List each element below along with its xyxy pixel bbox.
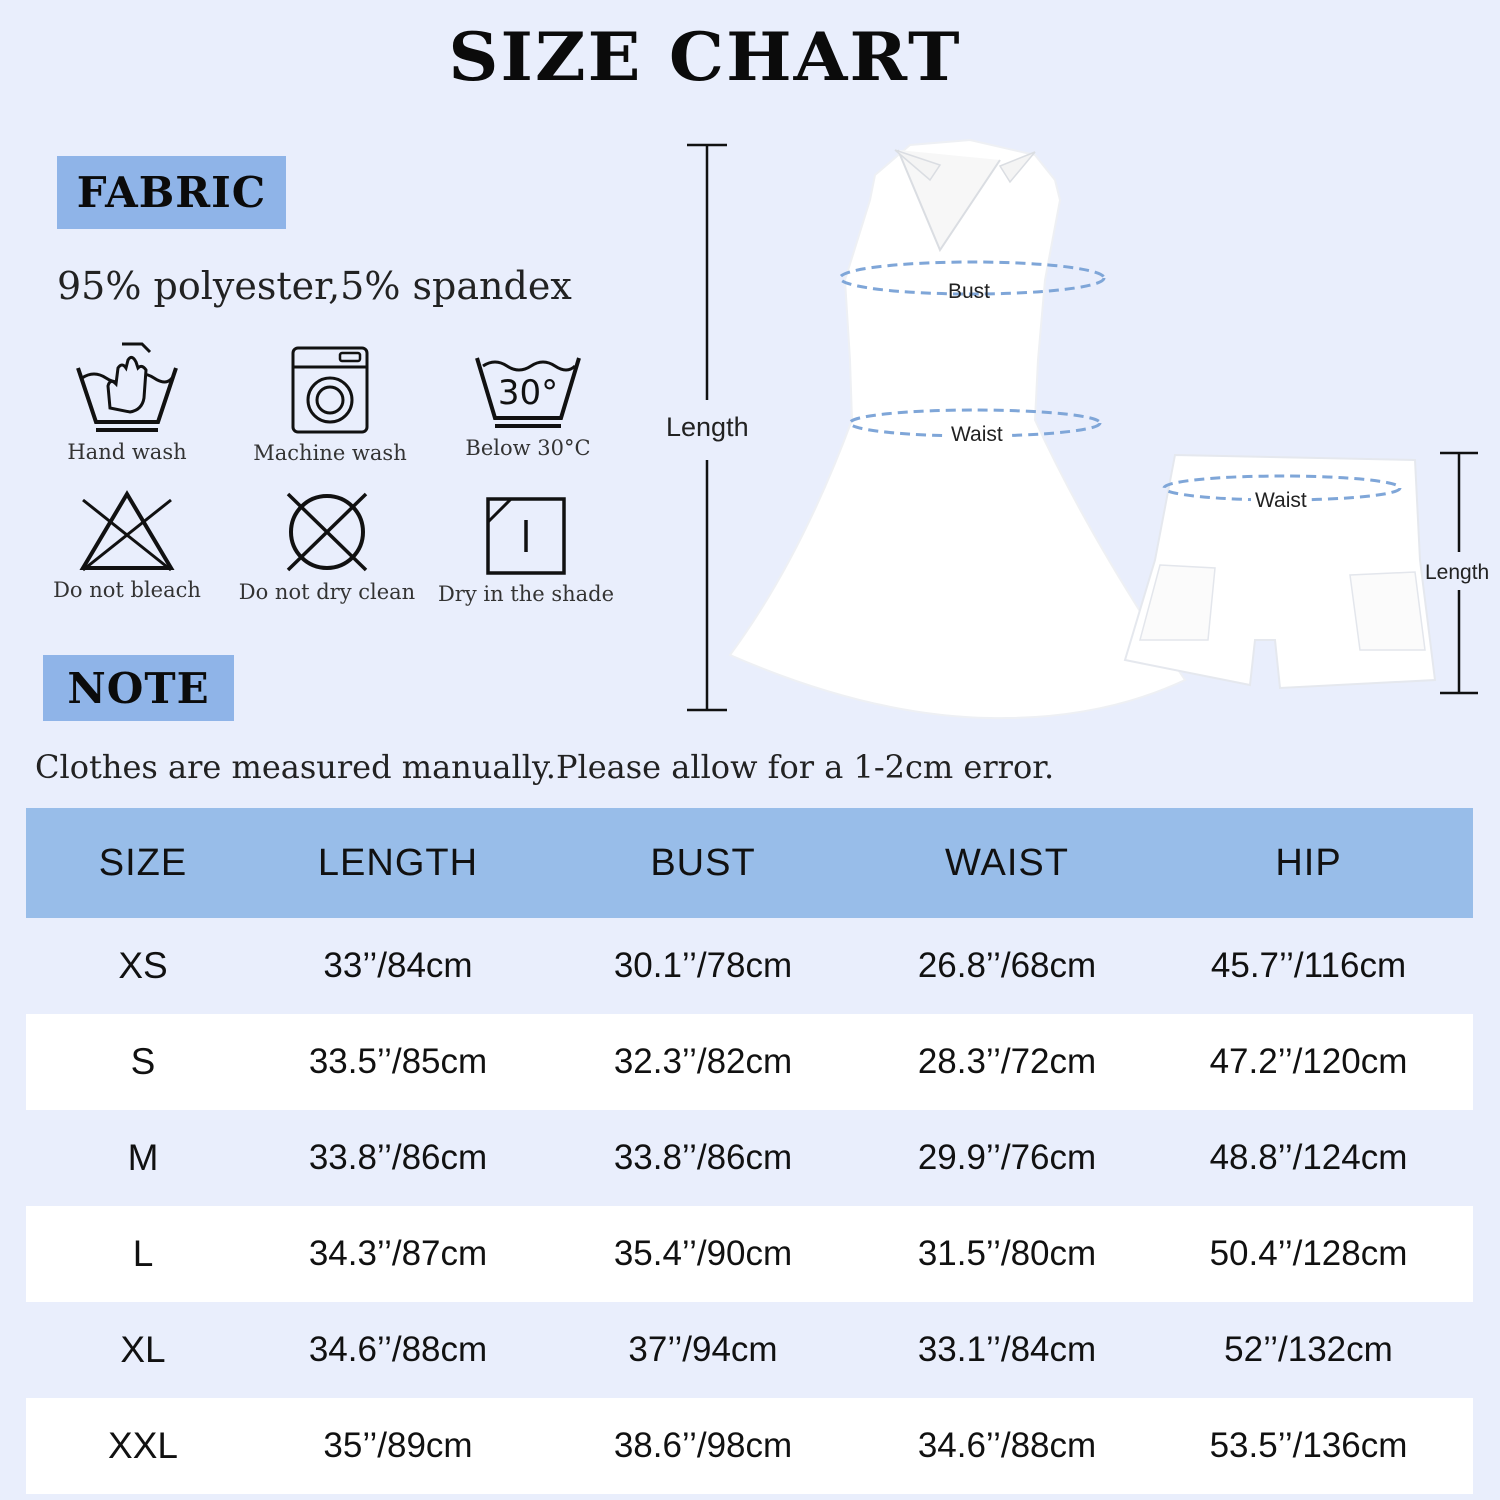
page-title: SIZE CHART <box>448 18 962 96</box>
header-hip: HIP <box>1144 808 1473 918</box>
fabric-composition: 95% polyester,5% spandex <box>57 264 572 308</box>
waist-cell: 34.6’’/88cm <box>870 1398 1144 1494</box>
care-machine-wash <box>240 345 420 465</box>
hip-cell: 47.2’’/120cm <box>1144 1014 1473 1110</box>
care-label: Do not bleach <box>53 578 201 602</box>
waist-cell: 33.1’’/84cm <box>870 1302 1144 1398</box>
note-text: Clothes are measured manually.Please allow for a 1-2cm error. <box>35 748 1055 786</box>
wash-temperature: 30° <box>497 373 559 413</box>
care-label: Dry in the shade <box>437 582 615 606</box>
waist-cell: 28.3’’/72cm <box>870 1014 1144 1110</box>
dry-shade-icon <box>485 496 567 576</box>
care-label: Hand wash <box>67 440 187 464</box>
table-row <box>26 1302 1473 1398</box>
hip-cell: 48.8’’/124cm <box>1144 1110 1473 1206</box>
waist-cell: 29.9’’/76cm <box>870 1110 1144 1206</box>
waist-cell: 31.5’’/80cm <box>870 1206 1144 1302</box>
hand-wash-icon <box>72 338 182 434</box>
table-row <box>26 1206 1473 1302</box>
no-bleach-icon <box>77 490 177 572</box>
care-label: Machine wash <box>253 441 407 465</box>
length-cell: 33.8’’/86cm <box>260 1110 536 1206</box>
table-header-row <box>26 808 1473 918</box>
bust-cell: 30.1’’/78cm <box>536 918 870 1014</box>
length-cell: 33’’/84cm <box>260 918 536 1014</box>
length-cell: 35’’/89cm <box>260 1398 536 1494</box>
size-cell: S <box>26 1014 260 1110</box>
size-cell: XXL <box>26 1398 260 1494</box>
size-table <box>26 808 1473 1494</box>
shorts-waist-label: Waist <box>1251 489 1311 513</box>
dress-length-label: Length <box>666 412 749 442</box>
table-row <box>26 918 1473 1014</box>
bust-label: Bust <box>948 280 991 303</box>
care-dry-shade <box>436 496 616 606</box>
length-cell: 34.3’’/87cm <box>260 1206 536 1302</box>
note-heading: NOTE <box>43 655 234 721</box>
shorts-length-label: Length <box>1425 561 1490 584</box>
bust-cell: 38.6’’/98cm <box>536 1398 870 1494</box>
bust-cell: 35.4’’/90cm <box>536 1206 870 1302</box>
hip-cell: 52’’/132cm <box>1144 1302 1473 1398</box>
care-no-dry-clean <box>237 490 417 604</box>
garment-diagram <box>640 120 1500 730</box>
care-hand-wash <box>37 338 217 464</box>
header-bust: BUST <box>536 808 870 918</box>
no-dry-clean-icon <box>282 490 372 574</box>
table-row <box>26 1110 1473 1206</box>
size-cell: XL <box>26 1302 260 1398</box>
header-length: LENGTH <box>260 808 536 918</box>
care-below-30 <box>438 350 618 460</box>
machine-wash-icon <box>290 345 370 435</box>
length-cell: 34.6’’/88cm <box>260 1302 536 1398</box>
fabric-heading: FABRIC <box>57 156 286 229</box>
size-cell: L <box>26 1206 260 1302</box>
waist-label: Waist <box>947 423 1007 447</box>
table-row <box>26 1398 1473 1494</box>
care-label: Below 30°C <box>465 436 591 460</box>
header-waist: WAIST <box>870 808 1144 918</box>
care-label: Do not dry clean <box>238 580 416 604</box>
header-size: SIZE <box>26 808 260 918</box>
hip-cell: 53.5’’/136cm <box>1144 1398 1473 1494</box>
bust-cell: 32.3’’/82cm <box>536 1014 870 1110</box>
table-row <box>26 1014 1473 1110</box>
hip-cell: 50.4’’/128cm <box>1144 1206 1473 1302</box>
bust-cell: 33.8’’/86cm <box>536 1110 870 1206</box>
hip-cell: 45.7’’/116cm <box>1144 918 1473 1014</box>
waist-cell: 26.8’’/68cm <box>870 918 1144 1014</box>
length-cell: 33.5’’/85cm <box>260 1014 536 1110</box>
wash-30-icon <box>473 350 583 430</box>
bust-cell: 37’’/94cm <box>536 1302 870 1398</box>
care-no-bleach <box>37 490 217 602</box>
size-cell: M <box>26 1110 260 1206</box>
size-cell: XS <box>26 918 260 1014</box>
